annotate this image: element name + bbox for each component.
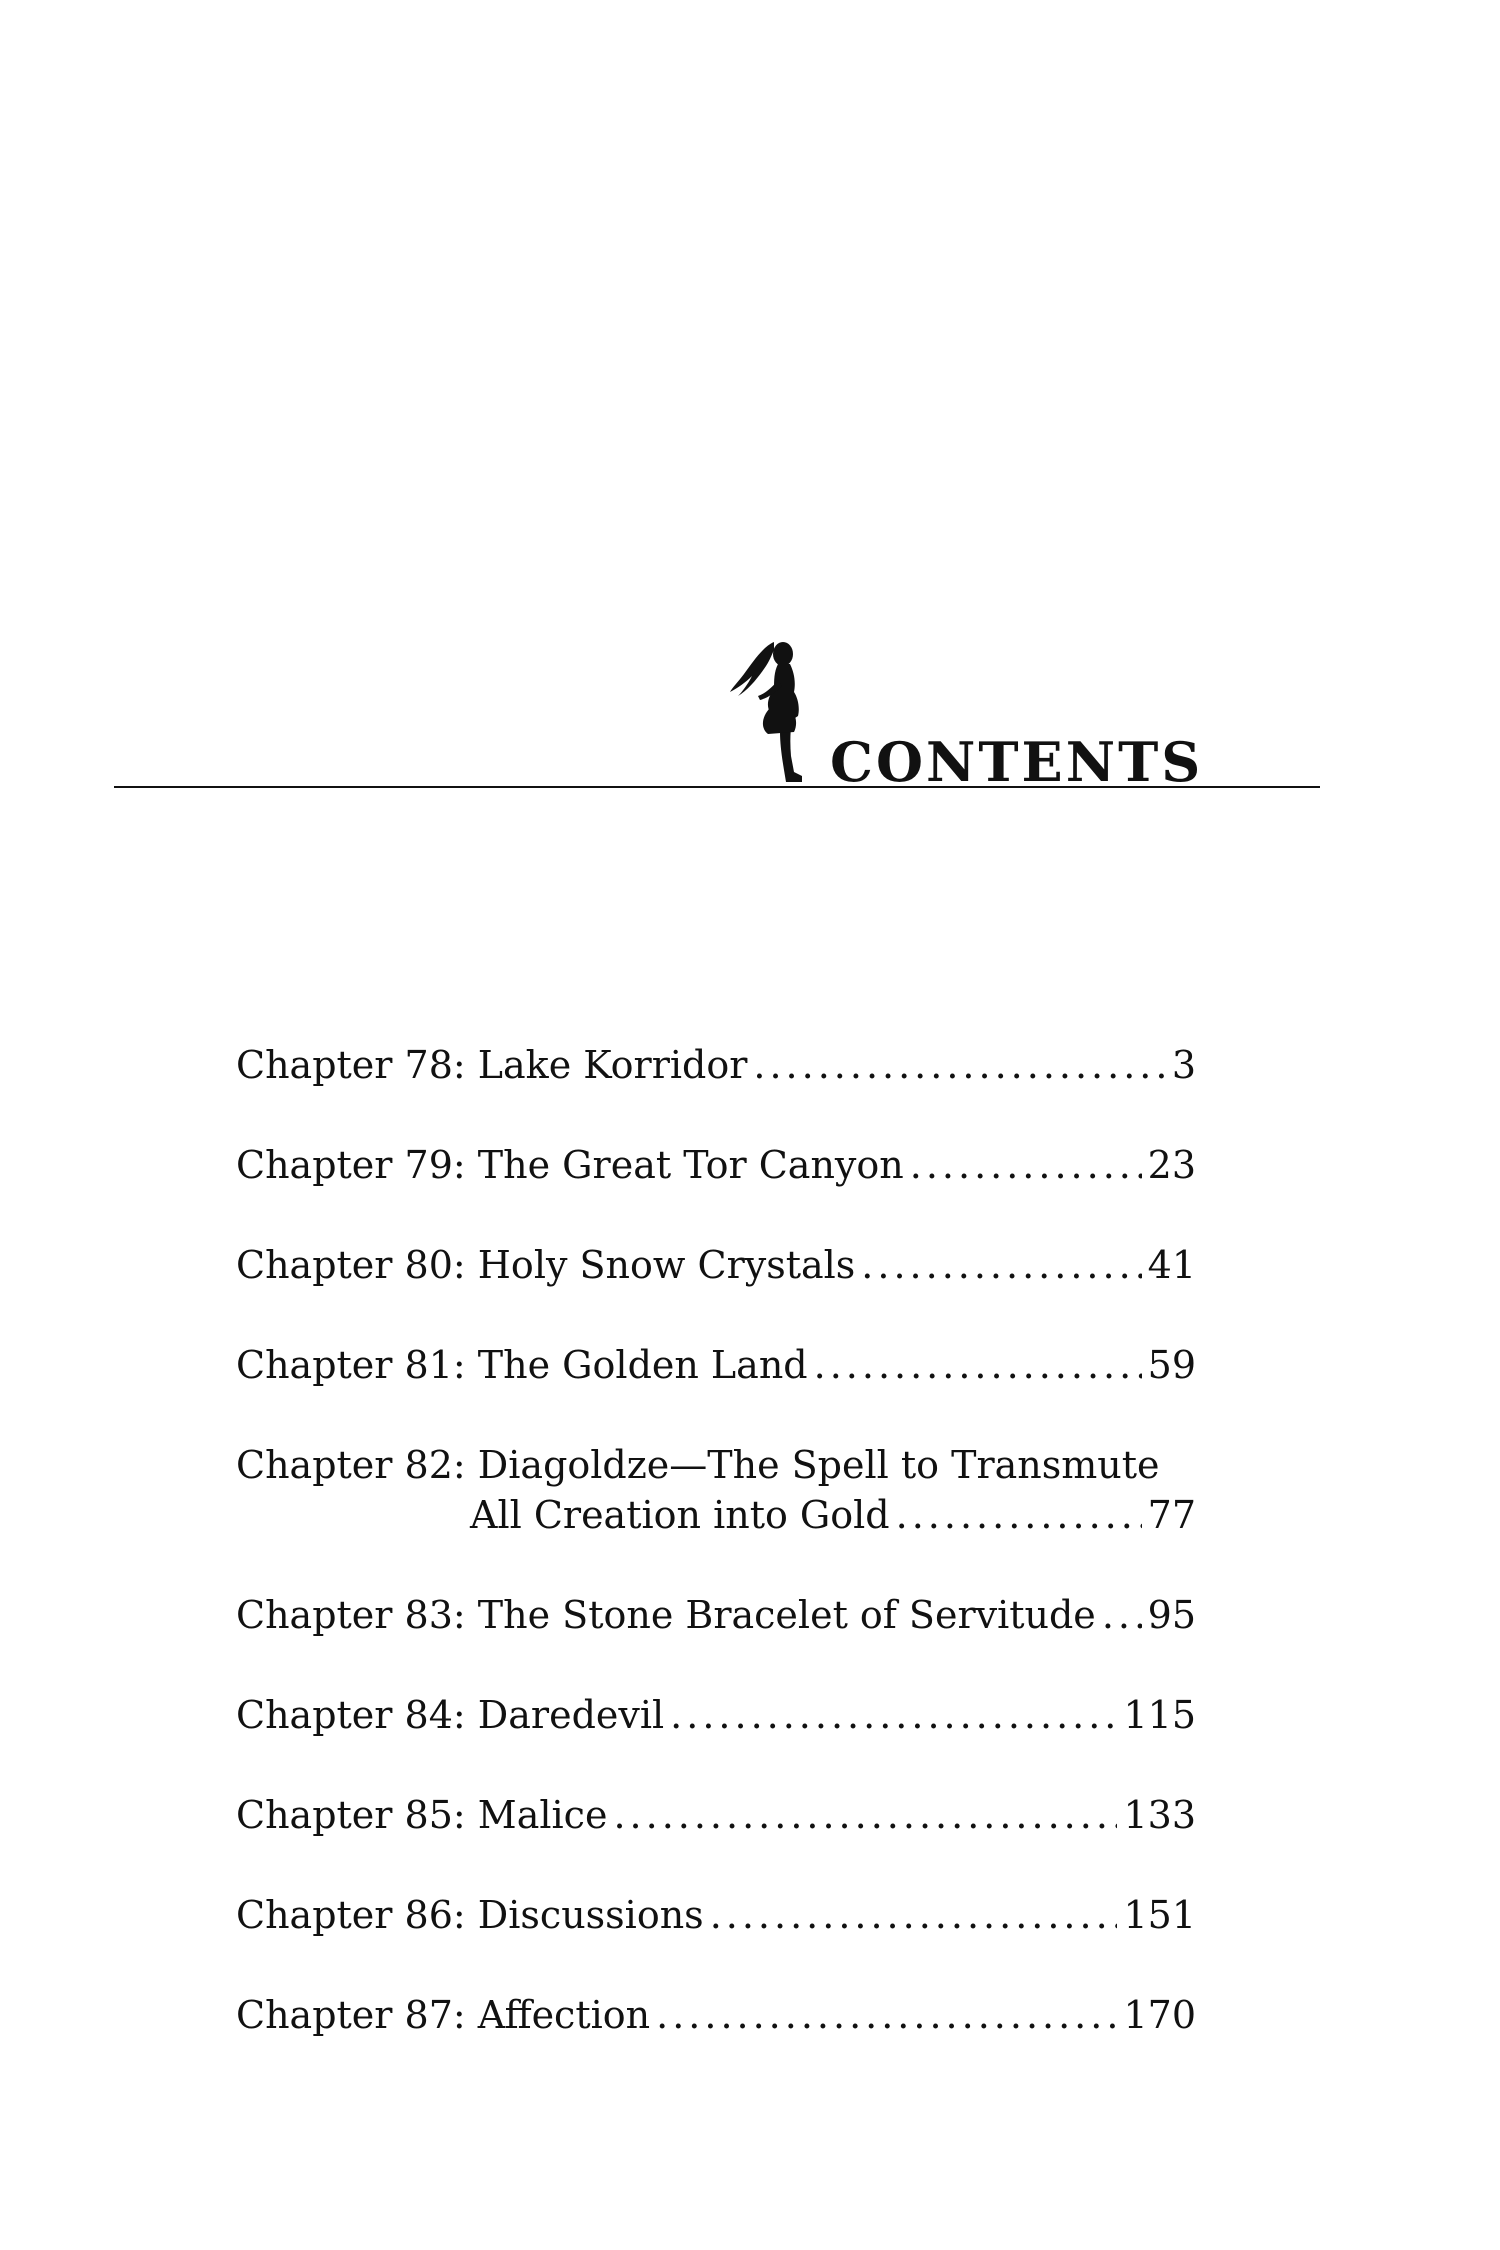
page-number: 41 [1147,1243,1196,1287]
toc-entry[interactable] [236,1440,1196,1540]
chapter-number: Chapter 86: [236,1893,466,1937]
chapter-number: Chapter 83: [236,1593,466,1637]
page-number: 115 [1123,1693,1196,1737]
page-number: 3 [1171,1043,1196,1087]
page-number: 23 [1147,1143,1196,1187]
toc-entry[interactable] [236,1040,1196,1090]
dot-leader [1102,1590,1142,1640]
chapter-number: Chapter 80: [236,1243,466,1287]
toc-entry[interactable] [236,1340,1196,1390]
chapter-number: Chapter 79: [236,1143,466,1187]
chapter-title: Diagoldze—The Spell to Transmute [477,1443,1160,1487]
chapter-title: Holy Snow Crystals [477,1243,856,1287]
toc-entry[interactable] [236,1790,1196,1840]
toc-entry[interactable] [236,1240,1196,1290]
chapter-number: Chapter 87: [236,1993,466,2037]
page-title: CONTENTS [830,730,1204,794]
chapter-number: Chapter 84: [236,1693,466,1737]
dot-leader [656,1990,1117,2040]
chapter-title: Discussions [477,1893,704,1937]
dot-leader [753,1040,1165,1090]
table-of-contents [236,1040,1196,2090]
dot-leader [910,1140,1142,1190]
page-number: 170 [1123,1993,1196,2037]
toc-entry[interactable] [236,1890,1196,1940]
chapter-title-continued: All Creation into Gold [470,1493,890,1537]
toc-entry[interactable] [236,1990,1196,2040]
chapter-number: Chapter 81: [236,1343,466,1387]
chapter-number: Chapter 85: [236,1793,466,1837]
chapter-title: The Golden Land [477,1343,808,1387]
dot-leader [896,1490,1142,1540]
chapter-title: Lake Korridor [477,1043,748,1087]
page-number: 59 [1147,1343,1196,1387]
chapter-title: The Great Tor Canyon [477,1143,904,1187]
dot-leader [670,1690,1117,1740]
dot-leader [613,1790,1117,1840]
chapter-number: Chapter 78: [236,1043,466,1087]
toc-entry[interactable] [236,1590,1196,1640]
chapter-number: Chapter 82: [236,1443,466,1487]
dot-leader [861,1240,1141,1290]
page-number: 133 [1123,1793,1196,1837]
chapter-title: Daredevil [477,1693,665,1737]
page-number: 95 [1147,1593,1196,1637]
dot-leader [814,1340,1142,1390]
page-number: 151 [1123,1893,1196,1937]
toc-entry[interactable] [236,1690,1196,1740]
chapter-title: Malice [477,1793,608,1837]
page-number: 77 [1147,1493,1196,1537]
chapter-title: Affection [477,1993,651,2037]
dot-leader [710,1890,1118,1940]
girl-silhouette-icon [728,636,818,788]
chapter-title: The Stone Bracelet of Servitude [477,1593,1096,1637]
toc-entry[interactable] [236,1140,1196,1190]
